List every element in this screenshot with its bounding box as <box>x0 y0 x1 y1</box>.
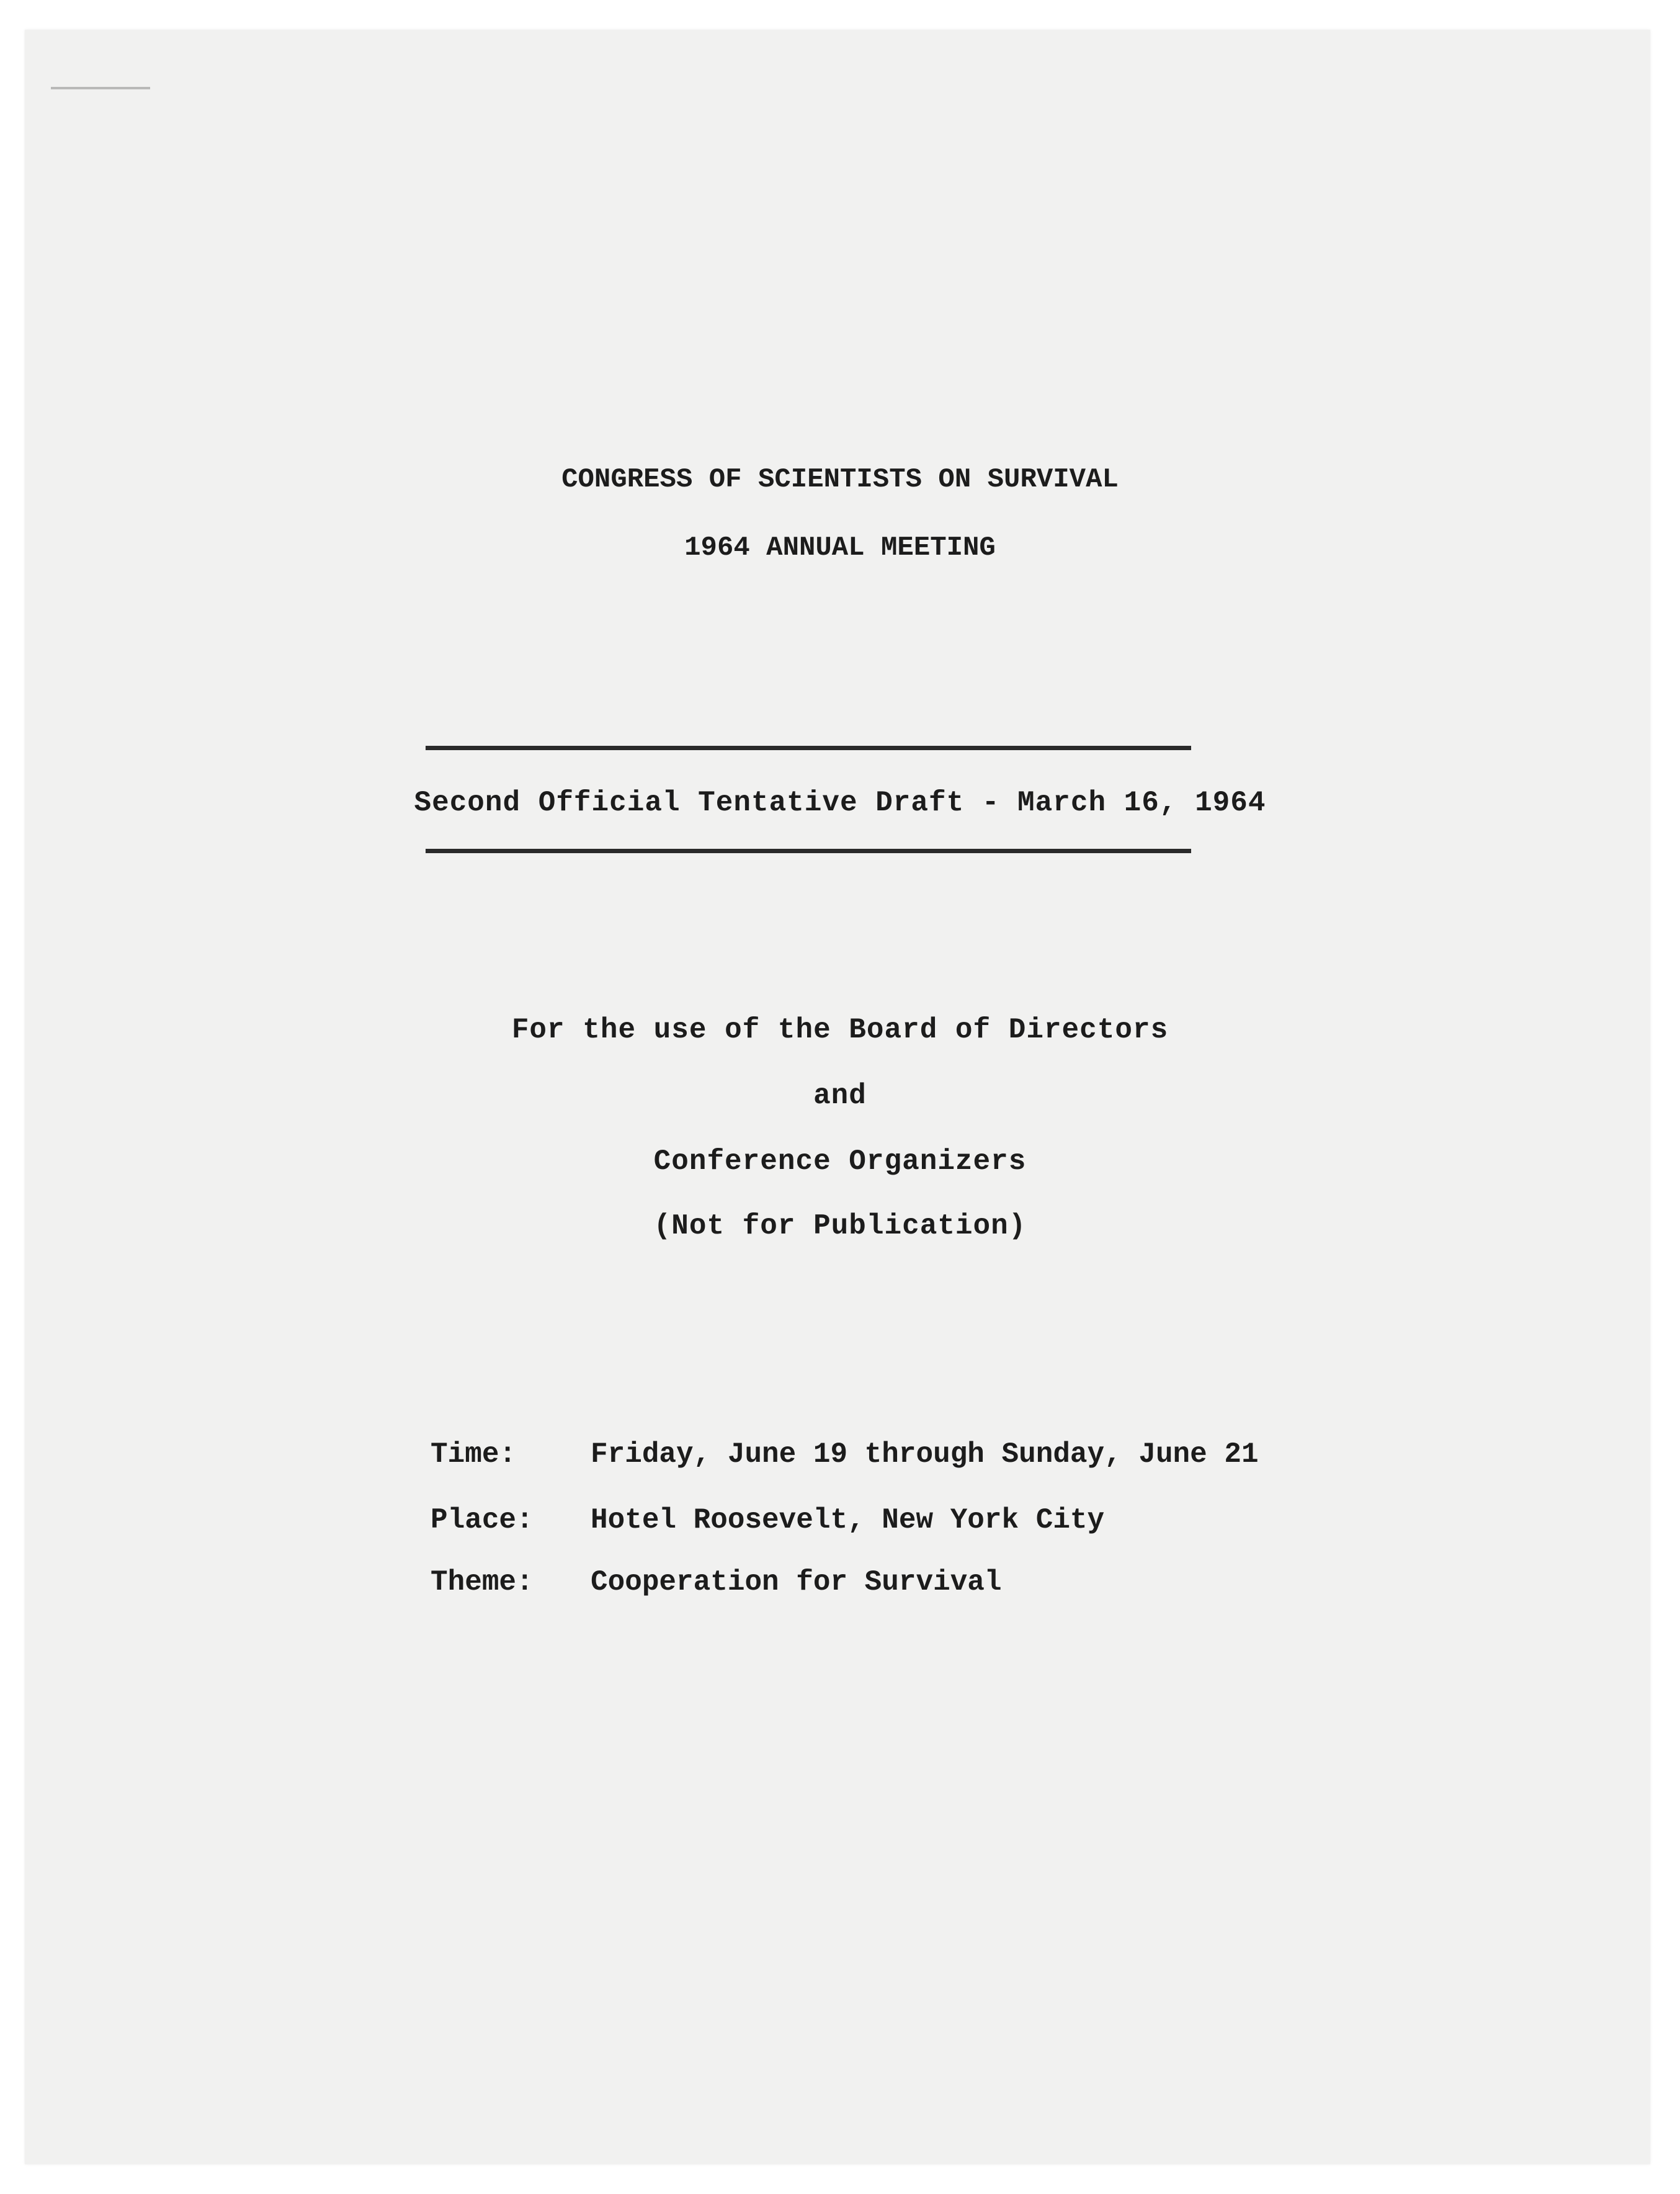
scan-artifact-mark <box>51 87 150 89</box>
time-value: Friday, June 19 through Sunday, June 21 <box>591 1438 1259 1471</box>
audience-line-and: and <box>813 1080 867 1112</box>
organization-title: CONGRESS OF SCIENTISTS ON SURVIVAL <box>561 464 1119 495</box>
draft-notice: Second Official Tentative Draft - March 16, 1964 <box>414 787 1266 819</box>
top-rule <box>426 746 1191 750</box>
meeting-title: 1964 ANNUAL MEETING <box>684 532 996 563</box>
time-label: Time: <box>431 1438 517 1471</box>
place-label: Place: <box>431 1504 534 1536</box>
audience-line-board: For the use of the Board of Directors <box>511 1014 1169 1046</box>
audience-line-not-for-publication: (Not for Publication) <box>653 1210 1027 1242</box>
place-value: Hotel Roosevelt, New York City <box>591 1504 1105 1536</box>
audience-line-organizers: Conference Organizers <box>653 1145 1027 1178</box>
bottom-rule <box>426 849 1191 853</box>
theme-label: Theme: <box>431 1566 534 1598</box>
theme-value: Cooperation for Survival <box>591 1566 1002 1598</box>
